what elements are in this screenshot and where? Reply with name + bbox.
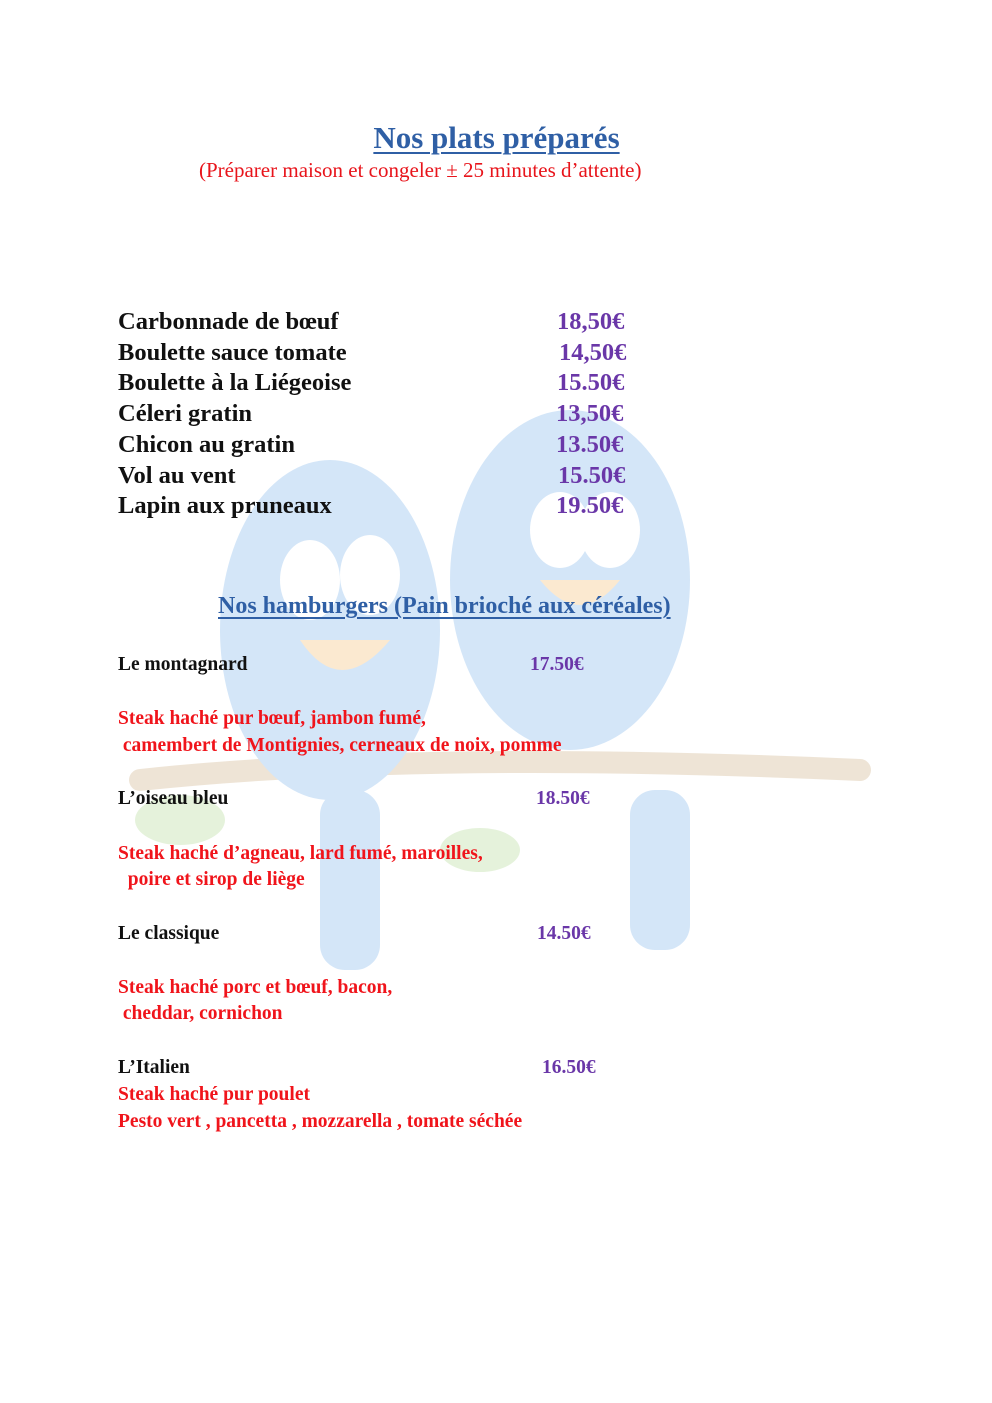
dish-name: Boulette sauce tomate (118, 339, 347, 366)
burger-price: 16.50€ (542, 1057, 596, 1078)
burger-price: 17.50€ (530, 654, 584, 675)
dish-name: Boulette à la Liégeoise (118, 369, 352, 396)
burger-price: 18.50€ (536, 788, 590, 809)
dish-price: 15.50€ (558, 462, 626, 489)
burger-name: Le montagnard (118, 654, 248, 675)
burger-description: Steak haché d’agneau, lard fumé, maroilles, (118, 843, 483, 864)
burger-name: L’oiseau bleu (118, 788, 229, 809)
page-title (0, 122, 992, 153)
burger-description: poire et sirop de liège (118, 869, 305, 890)
dish-name: Carbonnade de bœuf (118, 308, 339, 335)
burger-description: camembert de Montignies, cerneaux de noix, pomme (118, 735, 562, 756)
dish-price: 13,50€ (556, 400, 624, 427)
dish-name: Chicon au gratin (118, 431, 295, 458)
burger-price: 14.50€ (537, 923, 591, 944)
dish-price: 15.50€ (557, 369, 625, 396)
page-subtitle: (Préparer maison et congeler ± 25 minutes d’attente) (199, 158, 642, 182)
dish-price: 14,50€ (559, 339, 627, 366)
dish-name: Lapin aux pruneaux (118, 492, 332, 519)
page-title-text: Nos plats préparés (373, 120, 620, 155)
burger-description: Steak haché pur bœuf, jambon fumé, (118, 708, 426, 729)
dish-name: Céleri gratin (118, 400, 253, 427)
hamburgers-heading: Nos hamburgers (Pain brioché aux céréales) (218, 593, 671, 619)
burger-description: Steak haché pur poulet (118, 1084, 310, 1105)
dish-price: 13.50€ (556, 431, 624, 458)
burger-name: Le classique (118, 923, 220, 944)
burger-name: L’Italien (118, 1057, 190, 1078)
dish-price: 18,50€ (557, 308, 625, 335)
dish-name: Vol au vent (118, 462, 236, 489)
burger-description: Pesto vert , pancetta , mozzarella , tomate séchée (118, 1111, 523, 1132)
dish-price: 19.50€ (556, 492, 624, 519)
burger-description: Steak haché porc et bœuf, bacon, (118, 977, 393, 998)
burger-description: cheddar, cornichon (118, 1003, 283, 1024)
